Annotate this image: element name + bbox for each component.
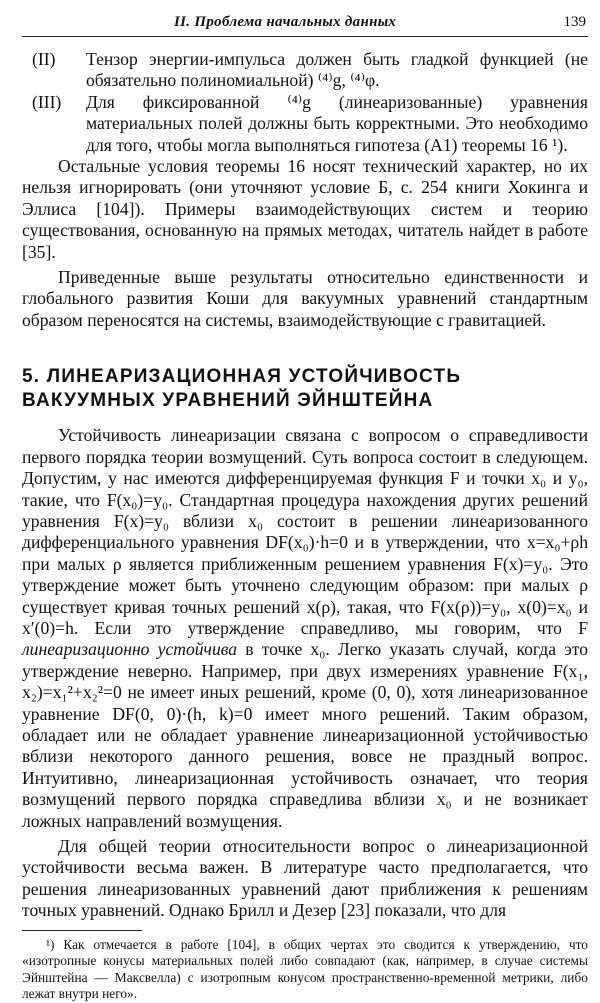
paragraph: Остальные условия теоремы 16 носят технический характер, но их нельзя игнорировать (они уточняют условие Б, с. 254 книги Хокинга и Эллиса [104]). Примеры взаимодействующих систем и теорию существования, основанную на прямых методах, читатель найдет в работе [35]. bbox=[22, 156, 588, 262]
section-heading bbox=[22, 365, 588, 413]
emphasized-term: линеаризационно устойчива bbox=[22, 639, 238, 660]
paragraph-text: в точке x₀. Легко указать случай, когда это утверждение неверно. Например, при двух измерениях уравнение F(x₁, x₂)=x₁²+x₂²=0 не имеет иных решений, кроме (0, 0), хотя линеаризованное уравнение DF(0, 0)·(h, k)=0 имеет много решений. Таким образом, обладает или не обладает уравнение линеаризационной устойчивостью вблизи некоторого данного решения, вовсе не праздный вопрос. Интуитивно, линеаризационная устойчивость означает, что теория возмущений первого порядка справедлива вблизи x₀ и не возникает ложных направлений возмущения. bbox=[22, 639, 588, 831]
footnote-text: ¹) Как отмечается в работе [104], в общих чертах это сводится к утверждению, что «изотропные конусы материальных полей либо совпадают (как, например, в случае системы Эйнштейна — Максвелла) с изотропным конусом пространственно-временной метрики, либо лежат внутри него». bbox=[22, 936, 588, 1002]
condition-label: (II) bbox=[32, 49, 56, 69]
page-number: 139 bbox=[563, 14, 586, 30]
paragraph: Для общей теории относительности вопрос о линеаризационной устойчивости весьма важен. В литературе часто предполагается, что решения линеаризованных уравнений дают приближения к решениям точных уравнений. Однако Брилл и Дезер [23] показали, что для bbox=[22, 836, 588, 921]
section-heading-line: 5. ЛИНЕАРИЗАЦИОННАЯ УСТОЙЧИВОСТЬ bbox=[22, 366, 462, 388]
running-title: II. Проблема начальных данных bbox=[174, 14, 397, 30]
condition-label: (III) bbox=[32, 91, 62, 112]
paragraph bbox=[22, 425, 588, 832]
section-heading-line: ВАКУУМНЫХ УРАВНЕНИЙ ЭЙНШТЕЙНА bbox=[22, 390, 434, 412]
condition-item bbox=[22, 92, 588, 156]
footnote-rule bbox=[22, 930, 142, 931]
paragraph: Приведенные выше результаты относительно единственности и глобального развития Коши для вакуумных уравнений стандартным образом переносятся на системы, взаимодействующие с гравитацией. bbox=[22, 267, 588, 330]
condition-text: Для фиксированной ⁽⁴⁾g (линеаризованные) уравнения материальных полей должны быть корректными. Это необходимо для того, чтобы могла выполняться гипотеза (A1) теоремы 16 ¹). bbox=[86, 91, 588, 155]
condition-item bbox=[22, 49, 588, 92]
page-body bbox=[22, 49, 588, 1003]
paragraph-text: Устойчивость линеаризации связана с вопросом о справедливости первого порядка теории возмущений. Суть вопроса состоит в следующем. Допустим, у нас имеются дифференцируемая функция F и точки x₀ и y₀, такие, что F(x₀)=y₀. Стандартная процедура нахождения других решений уравнения F(x)=y₀ вблизи x₀ состоит в решении линеаризованного дифференциального уравнения DF(x₀)·h=0 и в утверждении, что x=x₀+ρh при малых ρ является приближенным решением уравнения F(x)=y₀. Это утверждение может быть уточнено следующим образом: при малых ρ существует кривая точных решений x(ρ), такая, что F(x(ρ))=y₀, x(0)=x₀ и x′(0)=h. Если это утверждение справедливо, мы говорим, что F bbox=[22, 425, 588, 638]
running-header bbox=[22, 10, 588, 37]
condition-text: Тензор энергии-импульса должен быть гладкой функцией (не обязательно полиномиальной) ⁽⁴⁾g, ⁽⁴⁾φ. bbox=[86, 49, 588, 91]
book-page bbox=[22, 10, 588, 1003]
